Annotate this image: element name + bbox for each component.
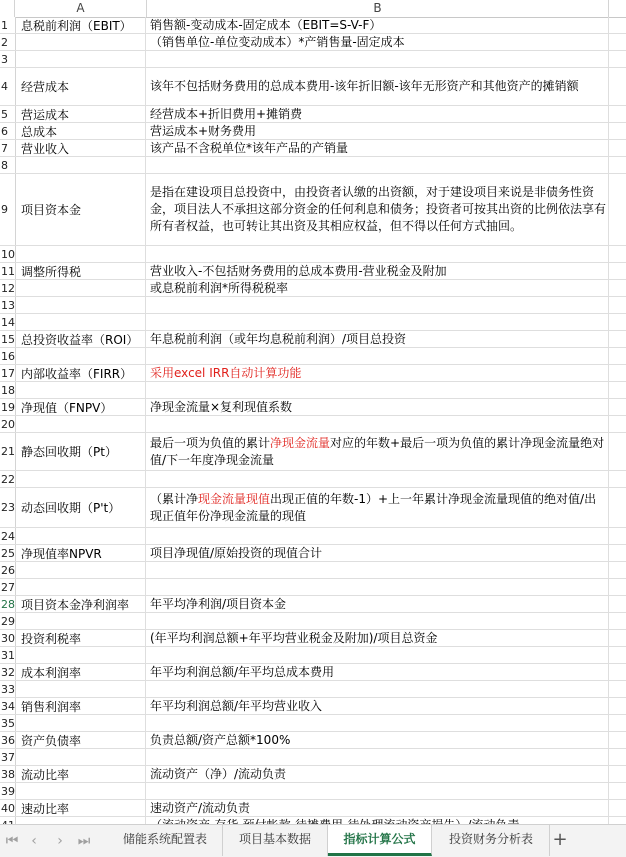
cell-b[interactable] [147, 715, 609, 731]
text-run: 经营成本+折旧费用+摊销费 [150, 106, 303, 121]
cell-b[interactable] [147, 263, 609, 279]
cell-b[interactable] [147, 783, 609, 799]
last-sheet-icon[interactable]: ⏭ [77, 833, 91, 849]
text-run: 净现金流量×复利现值系数 [150, 399, 293, 414]
cell-a[interactable] [19, 528, 146, 544]
row-number[interactable]: 38 [1, 767, 15, 781]
column-header-bar [0, 0, 626, 18]
prev-sheet-icon[interactable]: ‹ [31, 833, 37, 849]
row-number[interactable]: 10 [1, 247, 15, 261]
row-number[interactable]: 15 [1, 332, 15, 346]
text-run: （销售单位-单位变动成本）*产销售量-固定成本 [150, 34, 405, 49]
table-row [0, 382, 626, 399]
cell-a[interactable] [19, 715, 146, 731]
cell-b-text [150, 140, 348, 157]
table-row [0, 613, 626, 630]
cell-b[interactable] [147, 348, 609, 364]
text-run: 年平均利润总额/年平均总成本费用 [150, 664, 335, 679]
cell-b[interactable] [147, 280, 609, 296]
row-number[interactable]: 35 [1, 716, 15, 730]
cell-a[interactable] [19, 51, 146, 67]
cell-a[interactable] [19, 613, 146, 629]
row-number[interactable]: 36 [1, 733, 15, 747]
cell-b-text [150, 596, 286, 613]
cell-a-text: 息税前利润（EBIT） [21, 18, 132, 33]
table-row [0, 800, 626, 817]
table-row [0, 715, 626, 732]
table-row [0, 157, 626, 174]
cell-b[interactable] [147, 732, 609, 748]
cell-b-text [150, 17, 381, 34]
row-number[interactable]: 33 [1, 682, 15, 696]
cell-a-text: 营业收入 [21, 141, 70, 156]
cell-b[interactable] [147, 365, 609, 381]
cell-a[interactable] [19, 681, 146, 697]
table-row [0, 416, 626, 433]
cell-b[interactable] [147, 613, 609, 629]
cell-a[interactable] [19, 766, 146, 782]
table-row [0, 681, 626, 698]
cell-a[interactable] [19, 280, 146, 296]
cell-b[interactable] [147, 647, 609, 663]
row-number[interactable]: 24 [1, 529, 15, 543]
text-run: 是指在建设项目总投资中，由投资者认缴的出资额，对于建设项目来说是非债务性资金，项目法人不承担这部分资金的任何利息和债务；投资者可按其出资的比例依法享有所有者权益，也可转让其出资及其相应权益，但不得以任何方式抽回。 [150, 185, 607, 233]
table-row [0, 399, 626, 416]
cell-b[interactable] [147, 106, 609, 122]
cell-b[interactable] [147, 382, 609, 398]
cell-b[interactable] [147, 34, 609, 50]
cell-b[interactable] [147, 433, 609, 470]
cell-b[interactable] [147, 749, 609, 765]
cell-a-text: 静态回收期（Pt） [21, 445, 117, 459]
cell-a[interactable] [19, 399, 146, 415]
text-run: 该产品不含税单位*该年产品的产销量 [150, 140, 349, 155]
cell-b[interactable] [147, 545, 609, 561]
text-run: 负责总额/资产总额*100% [150, 732, 291, 747]
row-number[interactable]: 16 [1, 349, 15, 363]
table-row [0, 348, 626, 365]
cell-a[interactable] [19, 157, 146, 173]
cell-b[interactable] [147, 698, 609, 714]
cell-a[interactable] [19, 314, 146, 330]
cell-b[interactable] [147, 766, 609, 782]
text-run: 销售额-变动成本-固定成本（EBIT=S-V-F） [150, 17, 382, 32]
cell-a[interactable] [19, 331, 146, 347]
cell-b-text [150, 664, 334, 681]
row-number[interactable]: 3 [0, 51, 16, 67]
text-run: 项目净现值/原始投资的现值合计 [150, 545, 323, 560]
cell-a-text: 经营成本 [21, 80, 70, 94]
cell-a[interactable] [19, 749, 146, 765]
cell-a-text: 内部收益率（FIRR） [21, 366, 133, 381]
cell-a-text: 销售利润率 [21, 699, 82, 714]
cell-a-text: 项目资本金净利润率 [21, 597, 130, 612]
table-row [0, 562, 626, 579]
cell-a[interactable] [19, 106, 146, 122]
cell-a[interactable] [19, 783, 146, 799]
table-row [0, 433, 626, 471]
row-number[interactable]: 25 [1, 546, 15, 560]
cell-b[interactable] [147, 579, 609, 595]
cell-b[interactable] [147, 800, 609, 816]
cell-b-text [150, 399, 292, 416]
table-row [0, 174, 626, 246]
cell-a-text: 总投资收益率（ROI） [21, 332, 139, 347]
row-number[interactable]: 20 [1, 417, 15, 431]
cell-a[interactable] [19, 698, 146, 714]
cell-b[interactable] [147, 140, 609, 156]
cell-a[interactable] [19, 732, 146, 748]
table-row [0, 123, 626, 140]
cell-a[interactable] [19, 545, 146, 561]
row-number[interactable]: 7 [0, 140, 16, 156]
table-row [0, 246, 626, 263]
row-number[interactable]: 26 [1, 563, 15, 577]
cell-a[interactable] [19, 68, 146, 105]
row-number[interactable]: 2 [0, 34, 16, 50]
cell-a[interactable] [19, 365, 146, 381]
row-number[interactable]: 8 [0, 157, 16, 173]
row-number[interactable]: 13 [1, 298, 15, 312]
row-number[interactable]: 30 [1, 631, 15, 645]
cell-b-text [150, 263, 447, 280]
table-row [0, 596, 626, 613]
cell-b[interactable] [147, 51, 609, 67]
text-run: 营业收入-不包括财务费用的总成本费用-营业税金及附加 [150, 263, 447, 278]
column-header-b[interactable]: B [147, 0, 609, 17]
next-sheet-icon[interactable]: › [57, 833, 63, 849]
cell-b[interactable] [147, 416, 609, 432]
text-run: 出现正值的年数-1）+上一年累计净现金流量现值的绝对值/出现正值年份净现金流量的现值 [150, 491, 597, 523]
table-row [0, 766, 626, 783]
cell-a[interactable] [19, 140, 146, 156]
table-row [0, 17, 626, 34]
cell-b[interactable] [147, 174, 609, 245]
text-run: 年平均利润总额/年平均营业收入 [150, 698, 323, 713]
cell-a[interactable] [19, 263, 146, 279]
cell-a[interactable] [19, 433, 146, 470]
row-number[interactable]: 29 [1, 614, 15, 628]
table-row [0, 34, 626, 51]
cell-b[interactable] [147, 68, 609, 105]
cell-b-text [150, 280, 288, 297]
table-row [0, 140, 626, 157]
text-run: 对应的年数+最后一项为负值的累计净现金流量绝对值/下一年度净现金流量 [150, 435, 605, 467]
cell-a-text: 速动比率 [21, 801, 70, 816]
highlighted-text-run: 现金流量现值 [198, 491, 271, 506]
cell-b-text [150, 630, 437, 647]
cell-b[interactable] [147, 596, 609, 612]
text-run: 速动资产/流动负责 [150, 800, 251, 815]
cell-b-text [150, 365, 301, 382]
cell-a[interactable] [19, 579, 146, 595]
text-run: (年平均利润总额+年平均营业税金及附加)/项目总资金 [150, 630, 438, 645]
cell-b-text [150, 106, 302, 123]
row-number[interactable]: 21 [0, 433, 16, 470]
row-number[interactable]: 12 [1, 281, 15, 295]
row-number[interactable]: 40 [1, 801, 15, 815]
cell-a[interactable] [19, 17, 146, 33]
table-row [0, 732, 626, 749]
add-sheet-icon[interactable]: + [552, 829, 568, 850]
cell-b-text [150, 491, 608, 525]
cell-a[interactable] [19, 488, 146, 527]
cell-b[interactable] [147, 664, 609, 680]
cell-b-text [150, 123, 256, 140]
cell-a-text: 调整所得税 [21, 264, 82, 279]
cell-a-text: 营运成本 [21, 107, 70, 122]
table-row [0, 51, 626, 68]
row-number[interactable]: 9 [0, 174, 16, 245]
table-row [0, 297, 626, 314]
cell-b[interactable] [147, 562, 609, 578]
cell-a[interactable] [19, 348, 146, 364]
cell-a[interactable] [19, 123, 146, 139]
cell-b[interactable] [147, 399, 609, 415]
tab-storage-config[interactable]: 储能系统配置表 [108, 825, 223, 856]
table-row [0, 749, 626, 766]
row-number[interactable]: 31 [1, 648, 15, 662]
highlighted-text-run: 净现金流量 [270, 435, 331, 450]
cell-b-text [150, 184, 608, 235]
cell-a[interactable] [19, 664, 146, 680]
cell-b-text [150, 800, 250, 817]
text-run: 年息税前利润（或年均息税前利润）/项目总投资 [150, 331, 407, 346]
cell-b[interactable] [147, 331, 609, 347]
tab-investment-analysis[interactable]: 投资财务分析表 [433, 825, 550, 856]
text-run: 该年不包括财务费用的总成本费用-该年折旧额-该年无形资产和其他资产的摊销额 [150, 79, 579, 93]
table-row [0, 314, 626, 331]
table-row [0, 664, 626, 681]
row-number[interactable]: 4 [0, 68, 16, 105]
cell-b[interactable] [147, 681, 609, 697]
cell-b[interactable] [147, 17, 609, 33]
cell-b[interactable] [147, 630, 609, 646]
sheet-tab-bar [0, 824, 626, 857]
table-row [0, 647, 626, 664]
cell-b-text [150, 435, 608, 469]
cell-a[interactable] [19, 246, 146, 262]
table-row [0, 698, 626, 715]
row-number[interactable]: 37 [1, 750, 15, 764]
row-number[interactable]: 34 [1, 699, 15, 713]
column-header-a[interactable]: A [15, 0, 147, 17]
cell-a-text: 净现值率NPVR [21, 546, 102, 561]
cell-b-text [150, 732, 290, 749]
cell-b[interactable] [147, 471, 609, 487]
row-number[interactable]: 6 [0, 123, 16, 139]
row-number[interactable]: 18 [1, 383, 15, 397]
cell-a[interactable] [19, 630, 146, 646]
table-row [0, 528, 626, 545]
row-number[interactable]: 23 [0, 488, 16, 527]
cell-b[interactable] [147, 314, 609, 330]
cell-b[interactable] [147, 246, 609, 262]
cell-b[interactable] [147, 123, 609, 139]
row-number[interactable]: 1 [0, 17, 16, 33]
cell-a[interactable] [19, 800, 146, 816]
text-run: 营运成本+财务费用 [150, 123, 257, 138]
table-row [0, 331, 626, 348]
row-number[interactable]: 32 [1, 665, 15, 679]
cell-a-text: 净现值（FNPV） [21, 400, 113, 415]
cell-b-text [150, 34, 405, 51]
cell-a[interactable] [19, 562, 146, 578]
cell-b[interactable] [147, 528, 609, 544]
table-row [0, 783, 626, 800]
cell-b-text [150, 545, 322, 562]
tab-indicator-formulas[interactable]: 指标计算公式 [328, 825, 432, 856]
table-row [0, 365, 626, 382]
row-number[interactable]: 22 [1, 472, 15, 486]
cell-a-text: 项目资本金 [21, 203, 82, 217]
cell-b-text [150, 78, 579, 95]
cell-a-text: 成本利润率 [21, 665, 82, 680]
cell-b[interactable] [147, 297, 609, 313]
cell-a[interactable] [19, 416, 146, 432]
table-row [0, 488, 626, 528]
row-number[interactable]: 5 [0, 106, 16, 122]
text-run: 流动资产（净）/流动负责 [150, 766, 287, 781]
cell-a[interactable] [19, 647, 146, 663]
cell-a-text: 投资利税率 [21, 631, 82, 646]
cell-b[interactable] [147, 157, 609, 173]
table-row [0, 545, 626, 562]
row-number[interactable]: 28 [1, 597, 15, 611]
highlighted-text-run: 采用excel IRR自动计算功能 [150, 365, 302, 380]
cell-a[interactable] [19, 471, 146, 487]
text-run: （累计净 [150, 491, 199, 506]
table-row [0, 280, 626, 297]
row-number[interactable]: 27 [1, 580, 15, 594]
table-row [0, 68, 626, 106]
row-number[interactable]: 19 [1, 400, 15, 414]
cell-b[interactable] [147, 488, 609, 527]
first-sheet-icon[interactable]: ⏮ [5, 833, 19, 849]
table-row [0, 106, 626, 123]
cell-a-text: 资产负债率 [21, 733, 82, 748]
cell-a[interactable] [19, 174, 146, 245]
row-number[interactable]: 17 [1, 366, 15, 380]
cell-a-text: 总成本 [21, 124, 58, 139]
row-number[interactable]: 14 [1, 315, 15, 329]
text-run: 最后一项为负值的累计 [150, 435, 271, 450]
text-run: 年平均净利润/项目资本金 [150, 596, 287, 611]
row-number[interactable]: 39 [1, 784, 15, 798]
row-header-corner[interactable] [0, 0, 15, 17]
table-row [0, 630, 626, 647]
cell-a-text: 流动比率 [21, 767, 70, 782]
cell-b-text [150, 698, 322, 715]
cell-a[interactable] [19, 297, 146, 313]
table-row [0, 263, 626, 280]
cell-b-text [150, 766, 286, 783]
tab-project-basic-data[interactable]: 项目基本数据 [223, 825, 328, 856]
text-run: 或息税前利润*所得税税率 [150, 280, 289, 295]
table-row [0, 579, 626, 596]
cell-a[interactable] [19, 34, 146, 50]
table-row [0, 471, 626, 488]
cell-a-text: 动态回收期（P't） [21, 501, 121, 515]
cell-a[interactable] [19, 596, 146, 612]
cell-b-text [150, 331, 406, 348]
cell-a[interactable] [19, 382, 146, 398]
row-number[interactable]: 11 [1, 264, 15, 278]
